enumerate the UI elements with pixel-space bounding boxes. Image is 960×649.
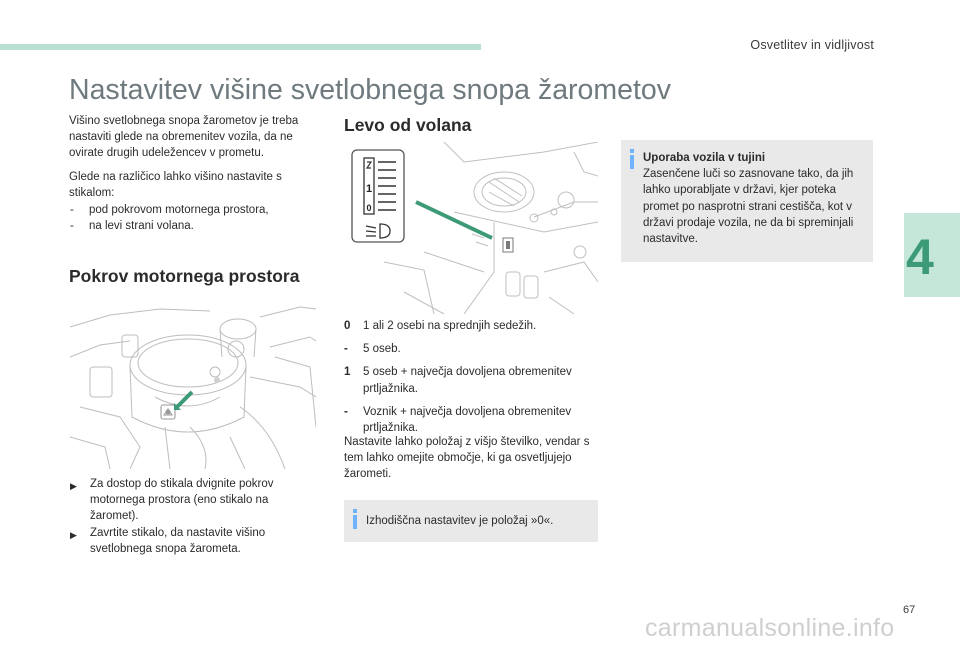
- abroad-box-content: [643, 150, 869, 247]
- switch-label-0: 0: [366, 203, 372, 213]
- engine-steps: [69, 476, 309, 557]
- info-box-text: Izhodiščna nastavitev je položaj »0«.: [366, 515, 554, 527]
- intro-list-item: [69, 202, 317, 218]
- intro-list-item: [69, 218, 317, 234]
- position-marker: -: [344, 405, 348, 418]
- abroad-box-title: Uporaba vozila v tujini: [643, 152, 766, 164]
- list-marker: -: [70, 220, 74, 233]
- dashboard-illustration: [344, 142, 598, 314]
- position-marker: 0: [344, 320, 351, 332]
- intro-paragraph-2: Glede na različico lahko višino nastavite s stikalom:: [69, 170, 282, 199]
- page-title: Nastavitev višine svetlobnega snopa žarometov: [69, 74, 671, 106]
- position-item: [344, 318, 599, 334]
- engine-step: [69, 525, 309, 557]
- arrow-right-icon: ▶: [70, 481, 77, 491]
- intro: [69, 113, 317, 234]
- adjustment-note: Nastavite lahko položaj z višjo številko, vendar s tem lahko omejite območje, ki ga osvetljujejo žarometi.: [344, 436, 590, 481]
- list-item-text: na levi strani volana.: [89, 220, 194, 233]
- position-marker: 1: [344, 366, 351, 379]
- arrow-right-icon: ▶: [70, 529, 77, 540]
- list-marker: -: [70, 204, 74, 217]
- watermark: carmanualsonline.info: [645, 614, 895, 642]
- list-item-text: pod pokrovom motornega prostora,: [89, 204, 269, 217]
- info-icon: [630, 149, 634, 169]
- engine-step: [69, 476, 309, 525]
- position-text: Voznik + največja dovoljena obremenitev prtljažnika.: [363, 405, 572, 435]
- engine-section-heading: Pokrov motornega prostora: [69, 266, 300, 286]
- position-item: [344, 364, 599, 396]
- position-item: [344, 341, 599, 357]
- position-item: [344, 404, 599, 436]
- header-accent-bar: [0, 44, 481, 50]
- position-text: 5 oseb.: [363, 343, 401, 356]
- intro-paragraph-1: Višino svetlobnega snopa žarometov je treba nastaviti glede na obremenitev vozila, da ne ovirate drugih udeležencev v prometu.: [69, 115, 299, 160]
- position-text: 1 ali 2 osebi na sprednjih sedežih.: [363, 320, 537, 332]
- chapter-number: 4: [906, 229, 934, 285]
- step-text: Zavrtite stikalo, da nastavite višino svetlobnega snopa žarometa.: [90, 526, 266, 555]
- abroad-info-box: [621, 140, 873, 262]
- section-title: Osvetlitev in vidljivost: [750, 38, 874, 52]
- wheel-section-heading: Levo od volana: [344, 115, 472, 135]
- info-icon: [353, 509, 357, 529]
- engine-bay-illustration: [70, 297, 316, 469]
- position-list: [344, 318, 599, 443]
- default-setting-info-box: [344, 500, 598, 542]
- abroad-box-text: Zasenčene luči so zasnovane tako, da jih lahko uporabljate v državi, kjer poteka promet po nasprotni strani cestišča, kot v državi prodaje vozila, ne da bi spreminjali nastavitve.: [643, 168, 854, 246]
- step-text: Za dostop do stikala dvignite pokrov motornega prostora (eno stikalo na žaromet).: [90, 478, 274, 523]
- switch-label-1: 1: [365, 183, 373, 195]
- position-text: 5 oseb + največja dovoljena obremenitev prtljažnika.: [363, 366, 572, 395]
- position-marker: -: [344, 343, 348, 356]
- page-number: 67: [903, 604, 916, 616]
